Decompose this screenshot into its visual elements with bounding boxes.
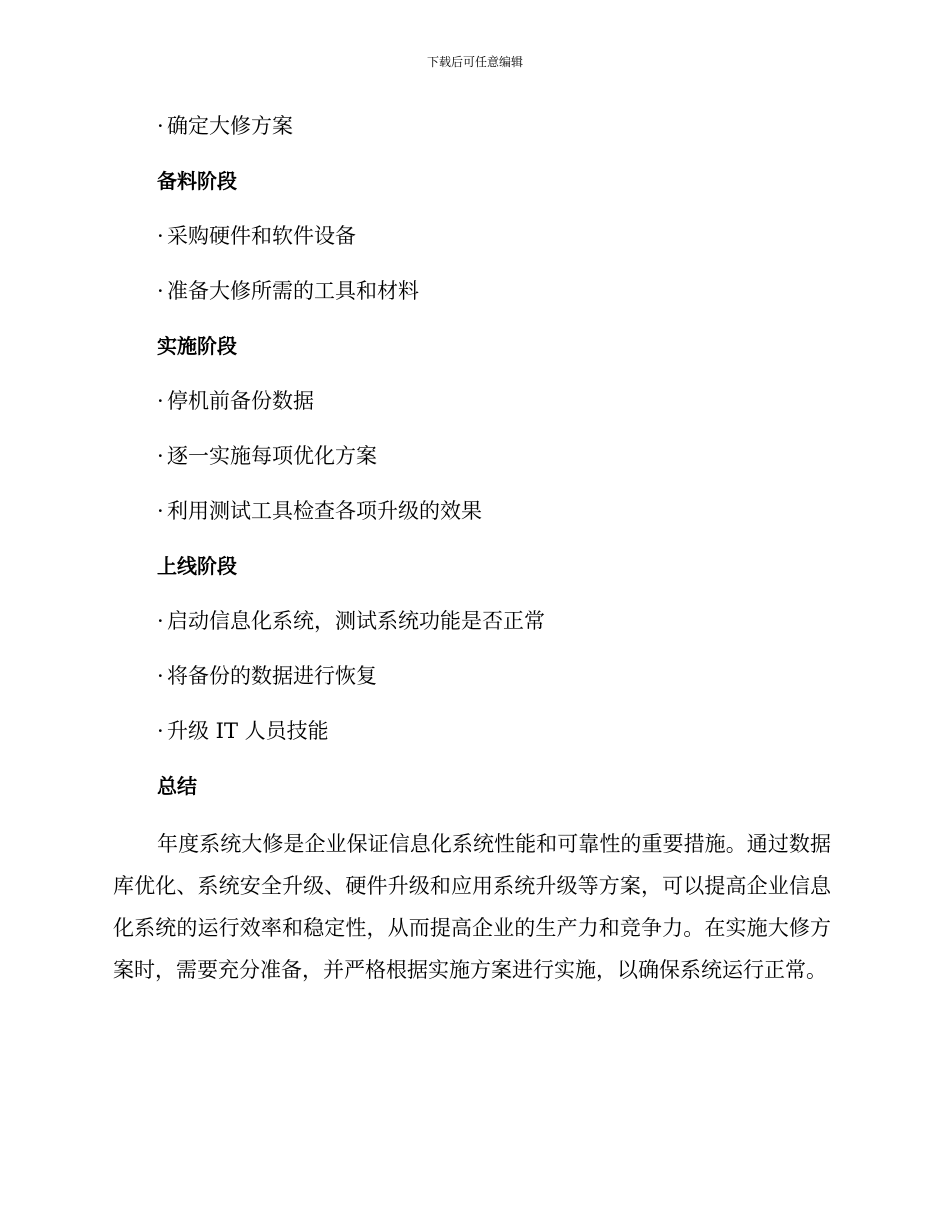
list-item-confirm-plan xyxy=(157,108,831,163)
list-item-tools xyxy=(157,273,831,328)
bullet-icon: · xyxy=(157,114,164,138)
bullet-icon: · xyxy=(157,664,164,688)
list-item-text: 启动信息化系统，测试系统功能是否正常 xyxy=(167,609,545,633)
page-header: 下载后可任意编辑 xyxy=(426,55,523,69)
list-item-optimize xyxy=(157,438,831,493)
list-item-text: 利用测试工具检查各项升级的效果 xyxy=(167,499,482,523)
document-body xyxy=(113,108,831,991)
list-item-text: 停机前备份数据 xyxy=(167,389,314,413)
list-item-test xyxy=(157,493,831,548)
list-item-restore xyxy=(157,658,831,713)
list-item-purchase xyxy=(157,218,831,273)
bullet-icon: · xyxy=(157,279,164,303)
section-heading-implementation: 实施阶段 xyxy=(157,334,237,358)
list-item-start-system xyxy=(157,603,831,658)
section-heading-preparation: 备料阶段 xyxy=(157,169,237,193)
bullet-icon: · xyxy=(157,499,164,523)
summary-paragraph: 年度系统大修是企业保证信息化系统性能和可靠性的重要措施。通过数据库优化、系统安全升级、硬件升级和应用系统升级等方案，可以提高企业信息化系统的运行效率和稳定性，从而提高企业的生产力和竞争力。在实施大修方案时，需要充分准备，并严格根据实施方案进行实施，以确保系统运行正常。 xyxy=(113,832,831,982)
list-item-text: 准备大修所需的工具和材料 xyxy=(167,279,419,303)
list-item-text: 升级 IT 人员技能 xyxy=(167,719,329,743)
section-heading-launch: 上线阶段 xyxy=(157,554,237,578)
list-item-text: 逐一实施每项优化方案 xyxy=(167,444,377,468)
list-item-upgrade-skills xyxy=(157,713,831,768)
list-item-text: 采购硬件和软件设备 xyxy=(167,224,356,248)
bullet-icon: · xyxy=(157,444,164,468)
bullet-icon: · xyxy=(157,719,164,743)
bullet-icon: · xyxy=(157,389,164,413)
list-item-text: 将备份的数据进行恢复 xyxy=(167,664,377,688)
list-item-backup xyxy=(157,383,831,438)
bullet-icon: · xyxy=(157,224,164,248)
bullet-icon: · xyxy=(157,609,164,633)
list-item-text: 确定大修方案 xyxy=(167,114,293,138)
section-heading-summary: 总结 xyxy=(157,774,197,798)
